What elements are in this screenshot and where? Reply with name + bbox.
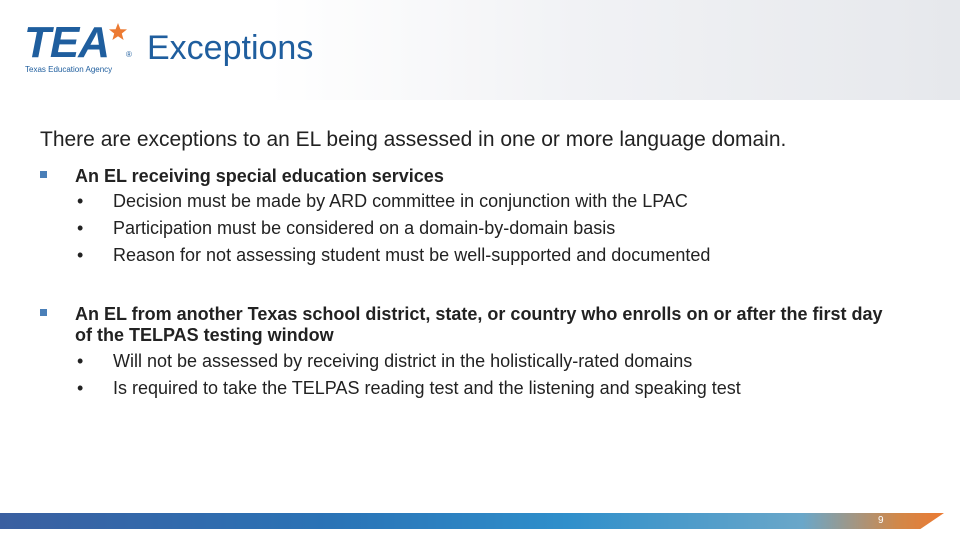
bullet-dot-icon: • xyxy=(77,351,84,371)
bullet-dot-icon: • xyxy=(77,378,84,398)
footer-bar xyxy=(0,513,944,529)
sub-list xyxy=(75,188,710,269)
list-item: • Will not be assessed by receiving district in the holistically-rated domains xyxy=(75,348,741,375)
logo-subtitle: Texas Education Agency xyxy=(25,65,113,74)
bullet-dot-icon: • xyxy=(77,191,84,211)
section-heading: An EL receiving special education services xyxy=(75,166,444,186)
list-item: • Is required to take the TELPAS reading test and the listening and speaking test xyxy=(75,375,741,402)
page-number: 9 xyxy=(878,515,884,526)
square-bullet-icon xyxy=(40,171,47,178)
star-icon xyxy=(108,22,128,42)
slide-title: Exceptions xyxy=(147,29,314,67)
section-heading: An EL from another Texas school district, state, or country who enrolls on or after the first day of the TELPAS testing window xyxy=(75,304,883,345)
list-item: • Reason for not assessing student must be well-supported and documented xyxy=(75,242,710,269)
square-bullet-icon xyxy=(40,309,47,316)
section-1 xyxy=(40,166,920,276)
list-item: • Decision must be made by ARD committee in conjunction with the LPAC xyxy=(75,188,710,215)
bullet-dot-icon: • xyxy=(77,245,84,265)
sub-list xyxy=(75,348,741,402)
intro-text: There are exceptions to an EL being assessed in one or more language domain. xyxy=(40,128,787,151)
list-item: • Participation must be considered on a domain-by-domain basis xyxy=(75,215,710,242)
bullet-dot-icon: • xyxy=(77,218,84,238)
registered-mark: ® xyxy=(126,50,132,59)
section-2 xyxy=(40,304,920,414)
header-band xyxy=(0,0,960,100)
tea-logo xyxy=(22,20,132,76)
logo-wordmark: TEA xyxy=(24,18,109,67)
